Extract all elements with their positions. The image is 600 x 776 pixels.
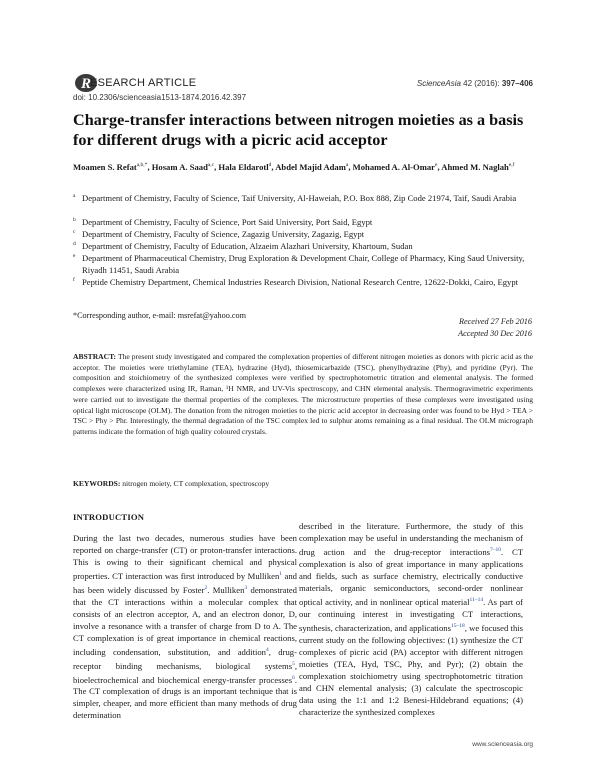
affiliation-item [73,277,543,289]
citation-link[interactable]: 11–14 [469,596,484,603]
body-column-left [73,532,297,721]
author-affiliation-marker: e,f [508,162,515,168]
article-title: Charge-transfer interactions between nitrogen moieties as a basis for different drugs with a picric acid acceptor [73,111,524,149]
affiliation-key: f [73,277,75,283]
author-affiliation-marker: e [435,162,438,168]
affiliation-text: Peptide Chemistry Department, Chemical Industries Research Division, National Research Centre, 12622-Dokki, Cairo, Egypt [82,277,519,287]
affiliation-key: a [73,193,76,199]
citation-link[interactable]: 15–18 [450,622,465,629]
author-name: Mohamed A. Al-Omar [352,161,435,172]
body-text: , bioelectrochemical and biochemical energy-transfer processes [73,660,297,685]
affiliation-item [73,193,543,205]
citation-link[interactable]: 4 [266,646,269,653]
citation-link[interactable]: 6 [292,674,295,681]
body-text: . The CT complexation of drugs is an important technique that is simpler, cheaper, and more efficient than many methods of drug determination [73,674,297,721]
author-name: Abdel Majid Adam [275,161,346,172]
body-text: . Mulliken [207,584,245,595]
author-affiliation-marker: d [268,162,272,168]
affiliation-key: d [73,241,76,247]
body-column-right [299,520,523,718]
body-text: , drug-receptor binding mechanisms, biological systems [73,646,297,671]
citation-link[interactable]: 3 [244,584,248,591]
author-name: Hala Eldarotl [218,161,269,172]
citation-link[interactable]: 1 [279,571,283,577]
author-name: Moamen S. Refat [73,161,137,172]
body-text: During the last two decades, numerous studies have been reported on charge-transfer (CT) or proton-transfer interactions. This is owing to their significant chemical and physical properties. CT interaction was first introduced by Mulliken [73,533,297,581]
affiliation-text: Department of Chemistry, Faculty of Science, Taif University, Al-Haweiah, P.O. Box 888, Zip Code 21974, Taif, Saudi Arabia [82,193,517,203]
author-list: Moamen S. Refat$^{a,b,*}$, Hosam A. Saad$^{a,c}$, Hala Eldarotl$^d$, Abdel Majid Adam$^a$, Mohamed A. Al-Omar$^e$, Ahmed M. Naglah$^{e,f}$ [73,161,515,172]
author-name: Ahmed M. Naglah [441,161,509,172]
affiliation-text: Department of Chemistry, Faculty of Science, Zagazig University, Zagazig, Egypt [82,229,365,239]
citation-link[interactable]: 5 [292,660,295,667]
author-affiliation-marker: a,c [207,162,215,168]
author-affiliation-marker: a [345,162,349,168]
accepted-date: Accepted 30 Dec 2016 [458,329,532,338]
affiliation-key: e [73,253,76,259]
affiliation-item [73,217,543,229]
body-text: described in the literature. Furthermore, the study of this complexation may be useful in understanding the mechanism of drug action and the drug-receptor interactions [299,521,523,557]
author-affiliation-marker: a,b,* [136,162,148,168]
citation-link[interactable]: 7–10 [490,547,502,553]
body-text: , we focused this current study on the following objectives: (1) synthesize the CT complexes of picric acid (PA) acceptor with different nitrogen moieties (TEA, Hyd, TSC, Phy, and Pyr); (2) obtain the complexation stoichiometry using spectrophotometric titration and CHN elemental analysis; (3) calculate the spectroscopic data using the 1:1 and 1:2 Benesi-Hildebrand equations; (4) characterize the synthesized complexes [299,622,524,717]
body-text: and has been widely discussed by Foster [73,570,297,595]
svg-text:R: R [80,76,92,92]
affiliation-text: Department of Chemistry, Faculty of Science, Port Said University, Port Said, Egypt [82,217,373,227]
affiliation-key: c [73,229,76,235]
body-text: . CT complexation is also of great importance in many applications and fields, such as surface chemistry, electrically conductive materials, organic semiconductors, second-order nonlinear optical activity, and in nonlinear optical material [299,546,523,607]
author-name: Hosam A. Saad [151,161,208,172]
journal-citation: ScienceAsia 42 (2016): 397–406 [416,79,533,88]
affiliation-key: b [73,217,76,223]
keywords: KEYWORDS: nitrogen moiety, CT complexation, spectroscopy [73,479,270,488]
body-text: . As part of our continuing interest in investigating CT interactions, synthesis, characterization, and applications [299,596,524,633]
affiliation-item [73,253,543,276]
affiliation-item [73,241,543,253]
footer-url[interactable]: www.scienceasia.org [472,741,533,748]
corresponding-author: *Corresponding author, e-mail: msrefat@yahoo.com [73,311,246,320]
affiliation-item [73,229,543,241]
doi-link[interactable]: doi: 10.2306/scienceasia1513-1874.2016.42.397 [73,93,247,102]
article-type: ESEARCH ARTICLE [90,77,197,89]
affiliation-text: Department of Chemistry, Faculty of Education, Alzaeim Alazhari University, Khartoum, Sudan [82,241,413,251]
citation-link[interactable]: 2 [204,584,208,591]
abstract: ABSTRACT: The present study investigated and compared the complexation properties of different nitrogen moieties as donors with picric acid as the acceptor. The moieties were triethylamine (TEA), hydrazine (Hyd), thiosemicarbazide (TSC), phenylhydrazine (Phy), and pyridine (Pyr). The composition and stoichiometry of the synthesized complexes were verified by spectrophotometric titration and elemental analysis. The formed complexes were characterized using IR, Raman, ¹H NMR, and UV-Vis spectroscopy, and CHN elemental analysis. Thermogravimetric experiments were carried out to investigate the thermal properties of the complexes. The microstructure properties of these complexes were investigated using optical light microscope (OLM). The donation from the nitrogen moieties to the picric acid acceptor in decreasing order was found to be Hyd > TEA > TSC > Phy > Phr. Interestingly, the thermal degradation of the TSC complex led to sulphur atoms remaining as a final residual. The OLM micrograph patterns indicate the formation of high quality coloured crystals. [73,352,533,436]
body-text: demonstrated that the CT interactions within a molecular complex that consists of an electron acceptor, A, and an electron donor, D, involve a resonance with a transfer of charge from D to A. The CT complexation is of great importance in chemical reactions, including condensation, substitution, and addition [73,584,297,657]
received-date: Received 27 Feb 2016 [459,317,532,326]
affiliation-text: Department of Pharmaceutical Chemistry, Drug Exploration & Development Chair, College of Pharmacy, King Saud University, Riyadh 11451, Saudi Arabia [82,253,525,275]
section-heading-introduction: INTRODUCTION [73,512,145,522]
